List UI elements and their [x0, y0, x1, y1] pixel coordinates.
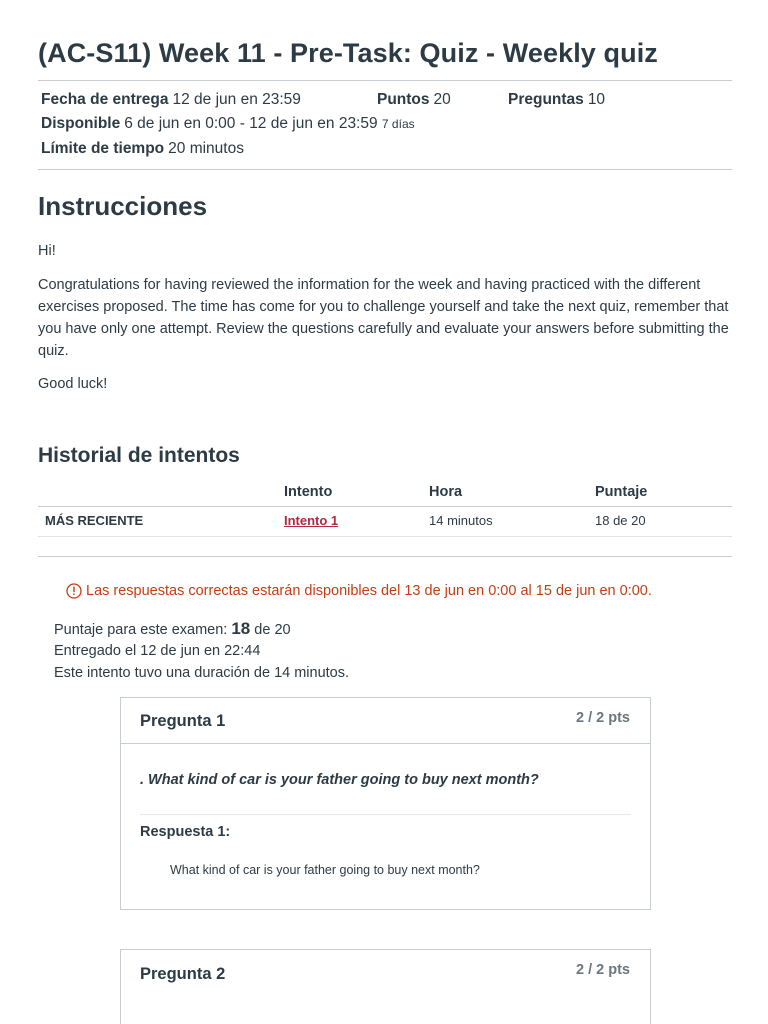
row-score: 18 de 20: [595, 513, 646, 528]
available-value: 6 de jun en 0:00 - 12 de jun en 23:59: [124, 115, 378, 132]
score-suffix: de 20: [254, 622, 291, 638]
instructions-heading: Instrucciones: [38, 191, 208, 221]
duration-line: Este intento tuvo una duración de 14 minutos.: [54, 665, 350, 681]
quiz-title: (AC-S11) Week 11 - Pre-Task: Quiz - Weekly quiz: [38, 38, 658, 68]
col-header-attempt: Intento: [284, 484, 333, 500]
question-card-1: [120, 697, 651, 910]
col-header-score: Puntaje: [595, 484, 648, 500]
meta-row-1: [41, 91, 301, 109]
question-1-response-label: Respuesta 1:: [140, 824, 231, 840]
title-divider: [38, 80, 732, 81]
row-time: 14 minutos: [429, 513, 493, 528]
questions-meta: [508, 91, 605, 109]
question-2-header: [121, 950, 650, 996]
history-heading: Historial de intentos: [38, 444, 240, 467]
time-limit-value: 20 minutos: [168, 140, 244, 157]
points-label: Puntos: [377, 91, 430, 108]
questions-value: 10: [587, 91, 606, 108]
meta-row-3: [41, 140, 244, 158]
question-1-header: [121, 698, 650, 744]
question-2-points: 2 / 2 pts: [576, 962, 630, 978]
meta-divider: [38, 169, 732, 170]
submitted-line: Entregado el 12 de jun en 22:44: [54, 643, 261, 659]
score-value: 18: [231, 619, 251, 638]
question-2-title: Pregunta 2: [140, 965, 226, 983]
question-1-text: . What kind of car is your father going to buy next month?: [140, 772, 539, 788]
table-bottom-divider: [38, 556, 732, 557]
score-line: [54, 619, 291, 639]
table-row-divider: [38, 536, 732, 537]
instructions-closing: Good luck!: [38, 376, 108, 392]
attempt-1-link[interactable]: Intento 1: [284, 513, 339, 528]
row-latest-label: MÁS RECIENTE: [45, 513, 144, 528]
notice-text: Las respuestas correctas estarán disponibles del 13 de jun en 0:00 al 15 de jun en 0:00.: [86, 583, 652, 599]
question-card-2: [120, 949, 651, 1024]
col-header-time: Hora: [429, 484, 463, 500]
due-value: 12 de jun en 23:59: [172, 91, 301, 108]
instructions-body: Congratulations for having reviewed the information for the week and having practiced with the different exercises proposed. The time has come for you to challenge yourself and take the next quiz, remember that you have only one attempt. Review the questions carefully and evaluate your answers before submitting the quiz.: [38, 277, 729, 359]
points-value: 20: [433, 91, 451, 108]
available-days: 7 días: [381, 117, 415, 131]
question-1-answer: What kind of car is your father going to buy next month?: [170, 863, 480, 877]
score-prefix: Puntaje para este examen:: [54, 622, 228, 638]
warning-circle-icon: [66, 583, 82, 599]
meta-row-2: [41, 115, 415, 133]
time-limit-label: Límite de tiempo: [41, 140, 165, 157]
points-meta: [377, 91, 451, 109]
question-1-divider: [140, 814, 631, 815]
question-1-title: Pregunta 1: [140, 712, 226, 730]
answers-availability-notice: [66, 583, 652, 599]
available-label: Disponible: [41, 115, 121, 132]
instructions-greeting: Hi!: [38, 243, 56, 259]
due-label: Fecha de entrega: [41, 91, 169, 108]
question-1-points: 2 / 2 pts: [576, 710, 630, 726]
questions-label: Preguntas: [508, 91, 584, 108]
table-header-divider: [38, 506, 732, 507]
